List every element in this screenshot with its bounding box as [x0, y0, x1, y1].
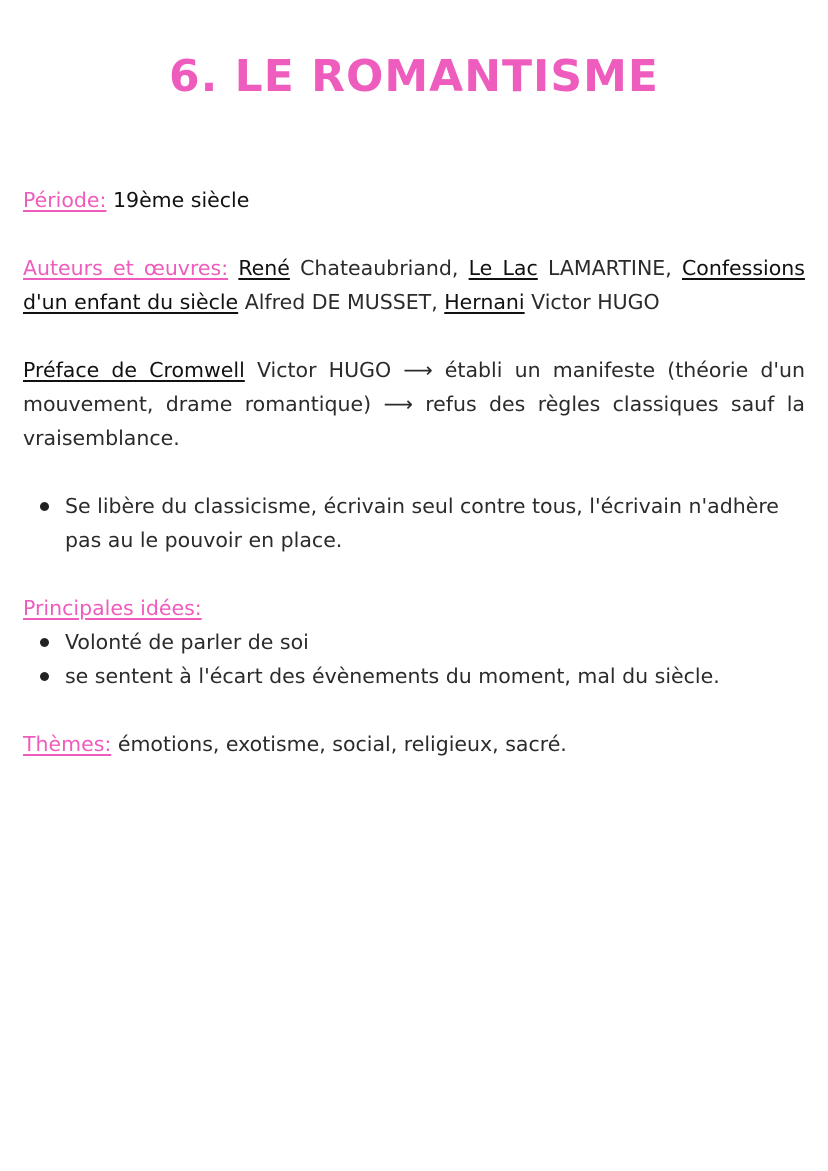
idees-bullet-list — [23, 625, 805, 693]
classicism-bullet-list — [23, 489, 805, 557]
work-confessions: Confessions d'un enfant du siècle — [23, 256, 805, 314]
idees-label: Principales idées: — [23, 596, 202, 620]
work-preface-cromwell: Préface de Cromwell — [23, 358, 245, 382]
list-item-text: se sentent à l'écart des évènements du moment, mal du siècle. — [65, 664, 720, 688]
bullet-icon — [40, 672, 49, 681]
periode-line — [23, 183, 805, 217]
author-hugo: Victor HUGO — [531, 290, 660, 314]
document-body — [23, 183, 805, 795]
auteurs-paragraph — [23, 251, 805, 319]
list-item — [23, 489, 805, 557]
page-title: 6. LE ROMANTISME — [169, 51, 659, 103]
themes-line — [23, 727, 805, 761]
list-item — [23, 659, 805, 693]
periode-label: Période: — [23, 188, 107, 212]
bullet-icon — [40, 638, 49, 647]
author-chateaubriand: Chateaubriand, — [300, 256, 459, 280]
periode-value: 19ème siècle — [112, 188, 250, 212]
themes-label: Thèmes: — [23, 732, 112, 756]
auteurs-label: Auteurs et œuvres: — [23, 256, 229, 280]
preface-paragraph — [23, 353, 805, 455]
list-item-text: Se libère du classicisme, écrivain seul contre tous, l'écrivain n'adhère pas au le pouvoir en place. — [65, 494, 779, 552]
work-rene: René — [238, 256, 290, 280]
list-item-text: Volonté de parler de soi — [65, 630, 309, 654]
themes-value: émotions, exotisme, social, religieux, sacré. — [117, 732, 567, 756]
idees-heading-line — [23, 591, 805, 625]
work-le-lac: Le Lac — [468, 256, 538, 280]
author-musset: Alfred DE MUSSET, — [244, 290, 438, 314]
work-hernani: Hernani — [444, 290, 525, 314]
preface-text: Victor HUGO ⟶ établi un manifeste (théorie d'un mouvement, drame romantique) ⟶ refus des règles classiques sauf la vraisemblance. — [23, 358, 805, 450]
list-item — [23, 625, 805, 659]
bullet-icon — [40, 502, 49, 511]
author-lamartine: LAMARTINE, — [548, 256, 672, 280]
